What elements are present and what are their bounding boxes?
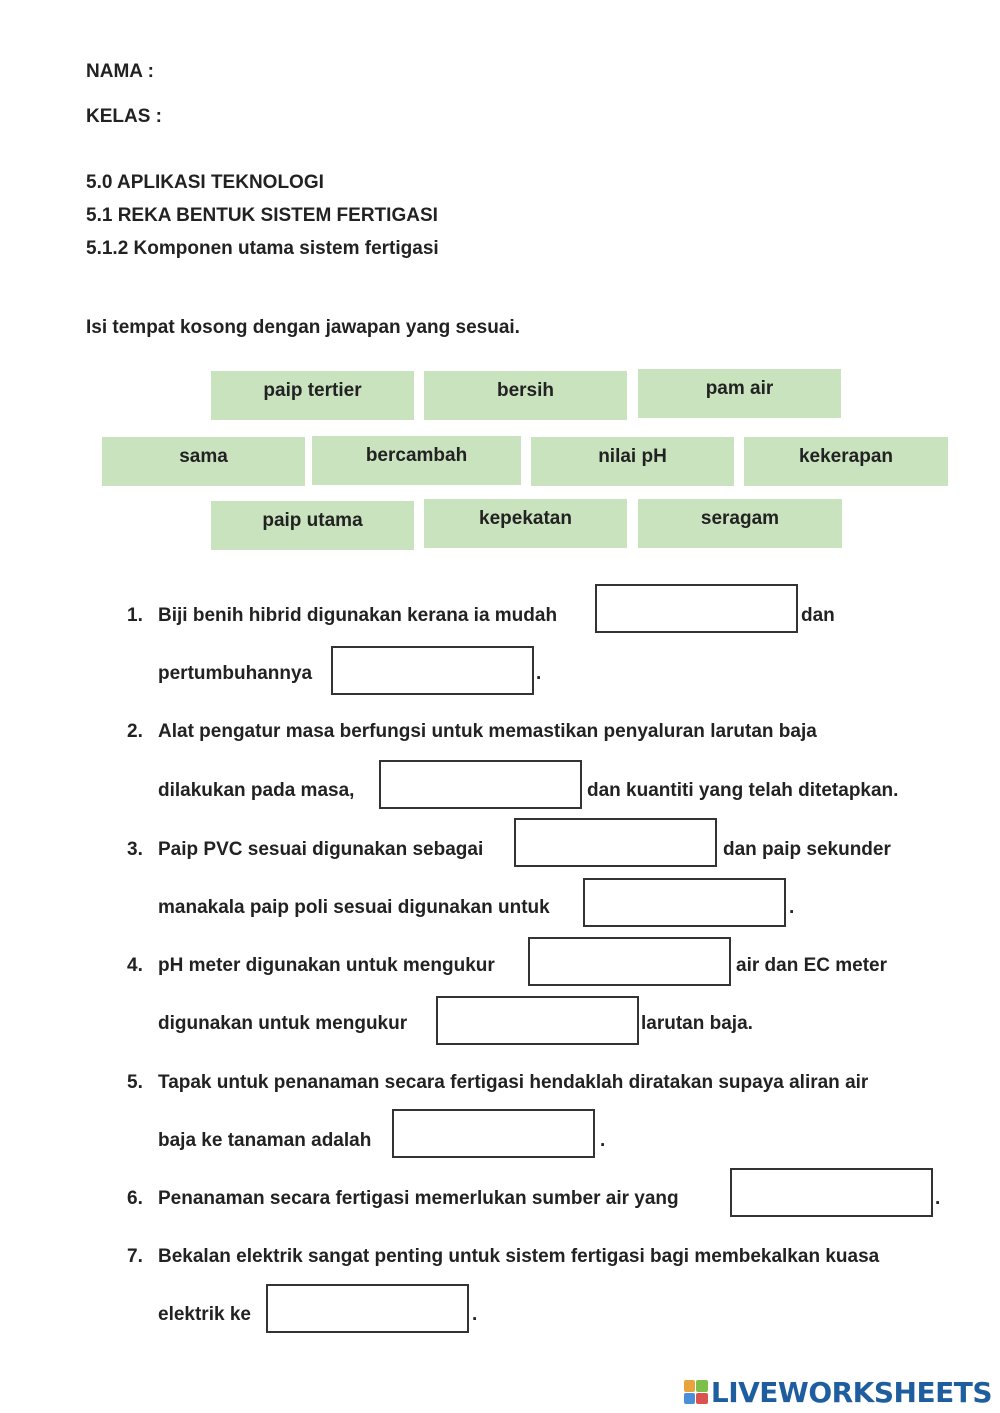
class-label: KELAS : — [86, 106, 162, 127]
topic-title: 5.1 REKA BENTUK SISTEM FERTIGASI — [86, 205, 438, 226]
question-text: Tapak untuk penanaman secara fertigasi hendaklah diratakan supaya aliran air — [158, 1072, 869, 1093]
logo-square-3 — [684, 1393, 696, 1405]
instruction: Isi tempat kosong dengan jawapan yang sesuai. — [86, 317, 520, 338]
answer-blank-3a[interactable] — [514, 818, 717, 867]
word-option[interactable]: paip tertier — [211, 371, 414, 420]
name-label: NAMA : — [86, 61, 154, 82]
logo-square-4 — [696, 1393, 708, 1405]
logo-square-2 — [696, 1380, 708, 1392]
question-text: dan — [801, 605, 835, 626]
logo-icon — [684, 1380, 708, 1404]
question-text: . — [472, 1304, 478, 1325]
question-text: Bekalan elektrik sangat penting untuk sistem fertigasi bagi membekalkan kuasa — [158, 1246, 880, 1267]
answer-blank-6[interactable] — [730, 1168, 933, 1217]
question-text: air dan EC meter — [736, 955, 887, 976]
question-text: Biji benih hibrid digunakan kerana ia mudah — [158, 605, 558, 626]
answer-blank-1b[interactable] — [331, 646, 534, 695]
question-text: Paip PVC sesuai digunakan sebagai — [158, 839, 484, 860]
question-number: 6. — [127, 1188, 143, 1209]
question-text: pH meter digunakan untuk mengukur — [158, 955, 495, 976]
word-option[interactable]: sama — [102, 437, 305, 486]
question-number: 5. — [127, 1072, 143, 1093]
word-option[interactable]: seragam — [638, 499, 842, 548]
word-option[interactable]: bersih — [424, 371, 627, 420]
question-text: elektrik ke — [158, 1304, 251, 1325]
word-option[interactable]: bercambah — [312, 436, 521, 485]
question-text: . — [536, 663, 542, 684]
question-text: . — [935, 1188, 941, 1209]
logo-square-1 — [684, 1380, 696, 1392]
answer-blank-4b[interactable] — [436, 996, 639, 1045]
answer-blank-7[interactable] — [266, 1284, 469, 1333]
answer-blank-1a[interactable] — [595, 584, 798, 633]
logo-text: LIVEWORKSHEETS — [710, 1375, 992, 1409]
question-number: 1. — [127, 605, 143, 626]
question-text: dan kuantiti yang telah ditetapkan. — [587, 780, 899, 801]
question-number: 4. — [127, 955, 143, 976]
subtopic-title: 5.1.2 Komponen utama sistem fertigasi — [86, 238, 439, 259]
word-option[interactable]: paip utama — [211, 501, 414, 550]
answer-blank-3b[interactable] — [583, 878, 786, 927]
question-text: Alat pengatur masa berfungsi untuk memastikan penyaluran larutan baja — [158, 721, 817, 742]
word-option[interactable]: kekerapan — [744, 437, 948, 486]
word-option[interactable]: nilai pH — [531, 437, 734, 486]
question-number: 7. — [127, 1246, 143, 1267]
question-text: larutan baja. — [641, 1013, 753, 1034]
question-text: dilakukan pada masa, — [158, 780, 355, 801]
answer-blank-5[interactable] — [392, 1109, 595, 1158]
question-text: digunakan untuk mengukur — [158, 1013, 408, 1034]
liveworksheets-logo[interactable] — [684, 1377, 992, 1407]
question-number: 3. — [127, 839, 143, 860]
answer-blank-2[interactable] — [379, 760, 582, 809]
word-option[interactable]: pam air — [638, 369, 841, 418]
question-text: Penanaman secara fertigasi memerlukan sumber air yang — [158, 1188, 679, 1209]
question-text: . — [789, 897, 795, 918]
answer-blank-4a[interactable] — [528, 937, 731, 986]
question-text: pertumbuhannya — [158, 663, 313, 684]
question-text: baja ke tanaman adalah — [158, 1130, 372, 1151]
word-option[interactable]: kepekatan — [424, 499, 627, 548]
question-text: manakala paip poli sesuai digunakan untuk — [158, 897, 550, 918]
question-text: dan paip sekunder — [723, 839, 891, 860]
question-number: 2. — [127, 721, 143, 742]
unit-title: 5.0 APLIKASI TEKNOLOGI — [86, 172, 324, 193]
question-text: . — [600, 1130, 606, 1151]
